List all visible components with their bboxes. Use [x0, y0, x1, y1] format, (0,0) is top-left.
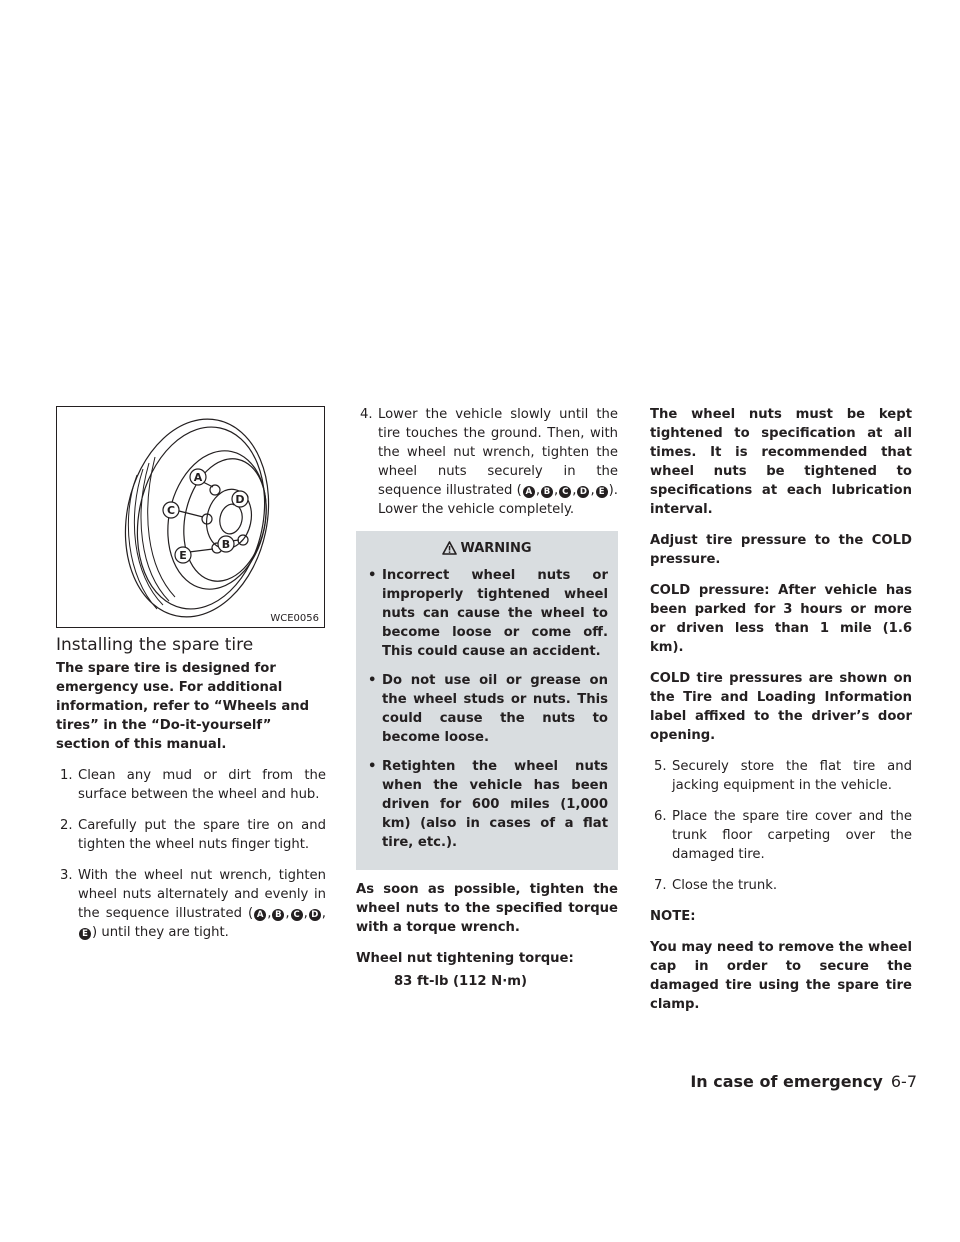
- step-number: 2.: [60, 818, 73, 833]
- step-2: [56, 816, 326, 854]
- circled-b: B: [541, 486, 553, 498]
- wheel-nut-sequence-diagram: [57, 407, 324, 627]
- warning-icon: [442, 541, 457, 555]
- step-5: [650, 757, 912, 795]
- figure-code: WCE0056: [270, 613, 319, 624]
- note-label: NOTE:: [650, 909, 696, 924]
- torque-value: 83 ft-lb (112 N·m): [394, 974, 527, 989]
- step-4: 4. Lower the vehicle slowly until the tire touches the ground. Then, with the wheel nut wrench, tighten the wheel nuts securely in the sequence illustrated ( A , B , C , D , E ). Lower the vehicle completely.: [360, 407, 618, 517]
- circled-c: C: [559, 486, 571, 498]
- warning-label: WARNING: [460, 541, 532, 556]
- warning-item: • Retighten the wheel nuts when the vehicle has been driven for 600 miles (1,000 km) (also in cases of a flat tire, etc.).: [366, 757, 608, 852]
- label-a: A: [193, 471, 203, 484]
- circled-c: C: [291, 909, 303, 921]
- steps-list-3: [650, 757, 912, 895]
- label-e: E: [179, 549, 187, 562]
- step-6: [650, 807, 912, 864]
- circled-a: A: [523, 486, 535, 498]
- step-1: [56, 766, 326, 804]
- step-text-pre: Lower the vehicle slowly until the tire touches the ground. Then, with the wheel nut wrench, tighten the wheel nuts securely in the sequence illustrated (: [378, 407, 618, 498]
- paragraph-adjust-pressure: Adjust tire pressure to the COLD pressure.: [650, 533, 912, 567]
- step-text-post: ) until they are tight.: [92, 925, 229, 940]
- step-text: Securely store the flat tire and jacking equipment in the vehicle.: [672, 759, 912, 793]
- step-3: 3. With the wheel nut wrench, tighten wheel nuts alternately and evenly in the sequence illustrated ( A , B , C , D ,E ) until they are tight.: [60, 868, 326, 940]
- label-d: D: [235, 493, 245, 506]
- circled-e: E: [79, 928, 91, 940]
- steps-list-1: [56, 766, 326, 942]
- step-text: Carefully put the spare tire on and tighten the wheel nuts finger tight.: [78, 818, 326, 852]
- footer-section: In case of emergency: [690, 1072, 883, 1091]
- column-3: [650, 405, 912, 1026]
- section-title: Installing the spare tire: [56, 635, 254, 655]
- label-b: B: [221, 538, 231, 551]
- circled-e: E: [596, 486, 608, 498]
- circled-d: D: [577, 486, 589, 498]
- step-number: 5.: [654, 759, 667, 774]
- paragraph-cold-label: COLD tire pressures are shown on the Tire and Loading Information label affixed to the driver’s door opening.: [650, 671, 912, 743]
- paragraph-tightened: The wheel nuts must be kept tightened to specification at all times. It is recommended that wheel nuts be tightened to specifications at each lubrication interval.: [650, 407, 912, 517]
- warning-title: [366, 539, 608, 558]
- paragraph-cold-pressure: COLD pressure: After vehicle has been parked for 3 hours or more or driven less than 1 mile (1.6 km).: [650, 583, 912, 655]
- step-text-pre: With the wheel nut wrench, tighten wheel nuts alternately and evenly in the sequence illustrated (: [78, 868, 326, 921]
- intro-paragraph: The spare tire is designed for emergency use. For additional information, refer to “Wheels and tires” in the “Do-it-yourself” section of this manual.: [56, 661, 310, 752]
- step-text-post: ). Lower the vehicle completely.: [378, 483, 618, 517]
- step-number: 4.: [360, 407, 373, 422]
- step-number: 7.: [654, 878, 667, 893]
- warning-list: [366, 566, 608, 852]
- step-7: [650, 876, 912, 895]
- step-number: 1.: [60, 768, 73, 783]
- steps-list-2: [356, 405, 618, 519]
- circled-a: A: [254, 909, 266, 921]
- warning-item: • Incorrect wheel nuts or improperly tightened wheel nuts can cause the wheel to become loose or come off. This could cause an accident.: [366, 566, 608, 661]
- column-2: [356, 405, 618, 1003]
- page-footer: [690, 1072, 917, 1092]
- torque-paragraph: As soon as possible, tighten the wheel nuts to the specified torque with a torque wrench.: [356, 882, 618, 935]
- step-text: Close the trunk.: [672, 878, 778, 893]
- step-text: Place the spare tire cover and the trunk floor carpeting over the damaged tire.: [672, 809, 912, 862]
- warning-box: [356, 531, 618, 870]
- tire-figure: [56, 406, 325, 628]
- step-number: 3.: [60, 868, 73, 883]
- step-text: Clean any mud or dirt from the surface between the wheel and hub.: [78, 768, 326, 802]
- column-1: [56, 659, 326, 954]
- page-number: 6-7: [890, 1072, 917, 1091]
- torque-label: Wheel nut tightening torque:: [356, 951, 574, 966]
- circled-b: B: [272, 909, 284, 921]
- note-text: You may need to remove the wheel cap in order to secure the damaged tire using the spare tire clamp.: [650, 940, 912, 1012]
- circled-d: D: [309, 909, 321, 921]
- warning-item: • Do not use oil or grease on the wheel studs or nuts. This could cause the nuts to become loose.: [366, 671, 608, 747]
- label-c: C: [166, 504, 176, 517]
- step-number: 6.: [654, 809, 667, 824]
